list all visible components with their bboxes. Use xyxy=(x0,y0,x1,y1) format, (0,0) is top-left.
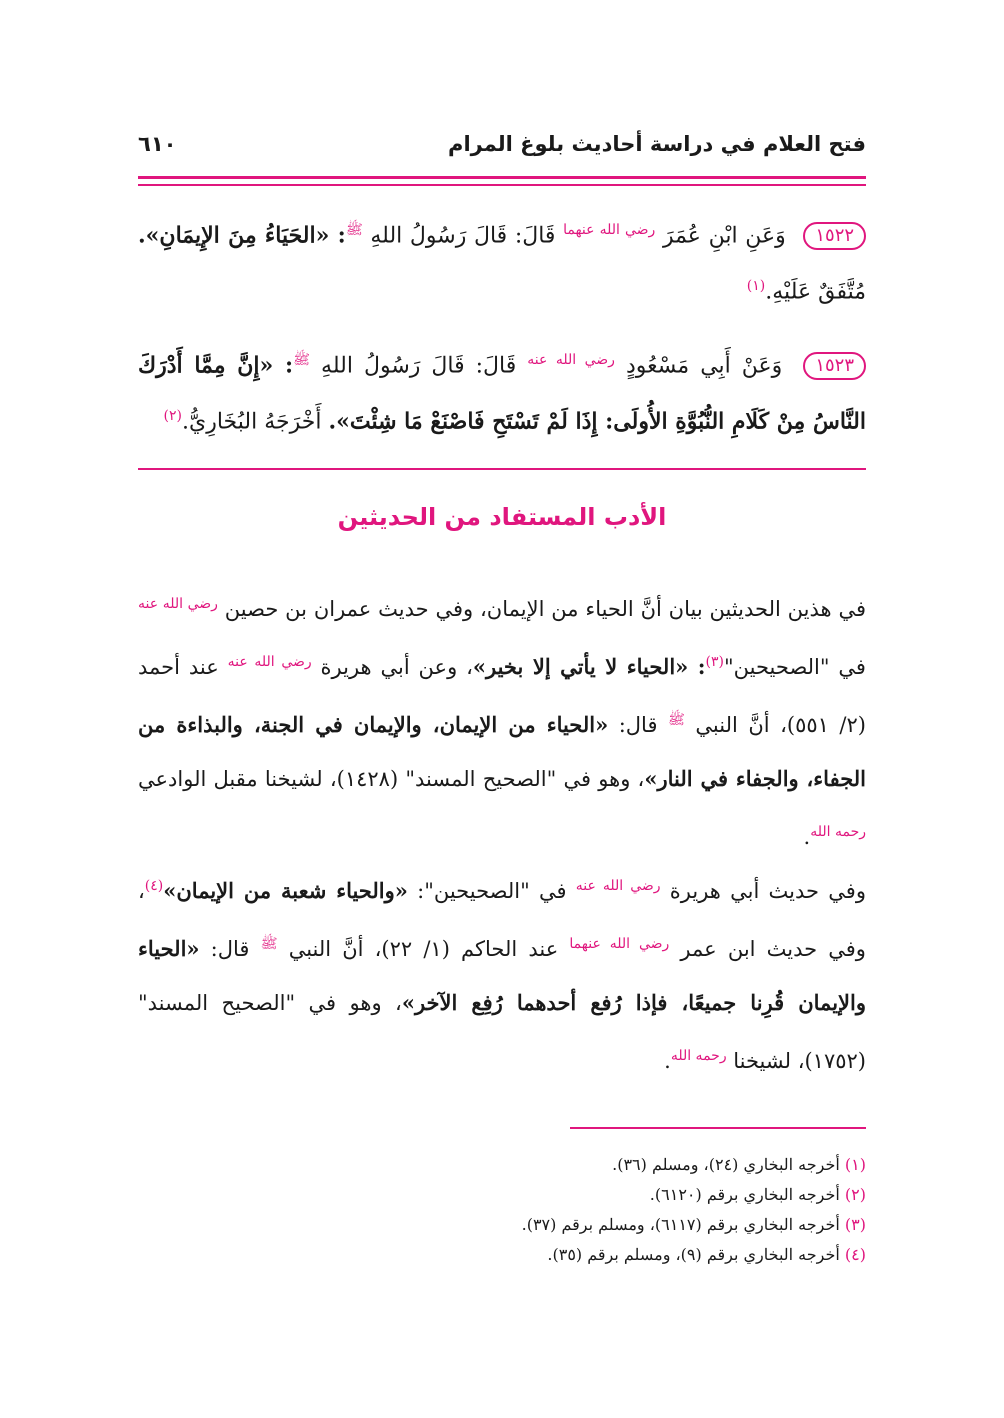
para-text: قال: xyxy=(199,937,250,961)
footnote-text: أخرجه البخاري (٢٤)، ومسلم (٣٦). xyxy=(612,1155,840,1174)
hadith-source: مُتَّفَقٌ عَلَيْهِ. xyxy=(765,279,866,305)
footnote-item xyxy=(138,1180,866,1210)
hadith-1522 xyxy=(138,205,866,318)
footnote-item xyxy=(138,1150,866,1180)
para-text: في "الصحيحين": xyxy=(407,879,567,903)
honorific: رضي الله عنه xyxy=(138,596,218,612)
honorific: رضي الله عنه xyxy=(527,352,615,368)
para-text: قال: xyxy=(608,713,658,737)
footnote-number: (٤) xyxy=(844,1245,866,1264)
footnote-ref[interactable]: (١) xyxy=(746,278,766,295)
para-text: في "الصحيحين" xyxy=(724,655,866,679)
header-rule-bottom xyxy=(138,184,866,186)
page-number: ٦١٠ xyxy=(138,132,177,156)
hadith-text: : «إِنَّ مِمَّا أَدْرَكَ النَّاسُ مِنْ كَلَامِ النُّبُوَّةِ الأُولَى: إِذَا لَمْ تَسْتَحِ فَاصْنَعْ مَا شِئْتَ». xyxy=(138,352,866,435)
footnote-ref[interactable]: (٣) xyxy=(705,654,725,670)
honorific: رضي الله عنه xyxy=(575,878,661,894)
honorific: رضي الله عنهما xyxy=(569,936,670,952)
hadith-number-badge: ١٥٢٢ xyxy=(803,222,866,250)
hadith-intro: وَعَنْ أَبِي مَسْعُودٍ xyxy=(625,353,783,379)
footnote-item xyxy=(138,1240,866,1270)
para-text: . xyxy=(664,1049,671,1073)
quoted-hadith: «والحياء شعبة من الإيمان» xyxy=(163,878,408,903)
footnote-text: أخرجه البخاري برقم (٦١١٧)، ومسلم برقم (٣٧). xyxy=(521,1215,840,1234)
hadith-mid: قَالَ: قَالَ رَسُولُ اللهِ xyxy=(321,353,517,379)
para-text: وفي حديث أبي هريرة xyxy=(669,879,866,903)
honorific: رحمه الله xyxy=(670,1048,727,1064)
para-text: عند الحاكم (١/ ٢٢)، أنَّ النبي xyxy=(288,937,559,961)
para-text: . xyxy=(803,825,811,849)
footnote-item xyxy=(138,1210,866,1240)
hadith-intro: وَعَنِ ابْنِ عُمَرَ xyxy=(662,223,786,249)
honorific: رضي الله عنه xyxy=(227,654,312,670)
hadith-1523 xyxy=(138,335,866,448)
honorific: ﷺ xyxy=(345,222,363,238)
honorific: رحمه الله xyxy=(810,824,866,840)
hadith-text: : «الحَيَاءُ مِنَ الإِيمَانِ». xyxy=(138,222,346,249)
footnotes xyxy=(138,1150,866,1270)
hadith-source: أَخْرَجَهُ البُخَارِيُّ. xyxy=(182,409,322,435)
para-text: ، وعن أبي هريرة xyxy=(320,655,473,679)
header-rule-top xyxy=(138,176,866,179)
honorific: ﷺ xyxy=(293,352,311,368)
para-text: عند أحمد (٢/ ٥٥١)، أنَّ النبي xyxy=(138,655,866,737)
paragraph-2 xyxy=(138,860,866,1088)
section-divider xyxy=(138,468,866,470)
footnote-ref[interactable]: (٢) xyxy=(163,408,182,425)
quoted-hadith: «الحياء والإيمان قُرِنا جميعًا، فإذا رُفع أحدهما رُفِع الآخر» xyxy=(138,936,866,1015)
footnote-ref[interactable]: (٤) xyxy=(144,878,164,894)
hadith-number-badge: ١٥٢٣ xyxy=(803,352,866,380)
para-text: ، وفي حديث ابن عمر xyxy=(138,879,866,961)
honorific: ﷺ xyxy=(260,936,278,952)
footnote-text: أخرجه البخاري برقم (٩)، ومسلم برقم (٣٥). xyxy=(547,1245,840,1264)
quoted-hadith: : «الحياء لا يأتي إلا بخير» xyxy=(472,654,706,679)
book-title: فتح العلام في دراسة أحاديث بلوغ المرام xyxy=(448,132,866,156)
honorific: ﷺ xyxy=(668,712,685,728)
running-header xyxy=(138,128,866,168)
para-text: في هذين الحديثين بيان أنَّ الحياء من الإيمان، وفي حديث عمران بن حصين xyxy=(224,597,866,621)
honorific: رضي الله عنهما xyxy=(563,222,656,238)
footnote-number: (٢) xyxy=(844,1185,866,1204)
footnote-separator xyxy=(570,1127,866,1129)
footnote-number: (٣) xyxy=(844,1215,866,1234)
para-text: ، وهو في "الصحيح المسند" (١٤٢٨)، لشيخنا مقبل الوادعي xyxy=(138,767,645,791)
quoted-hadith: «الحياء من الإيمان، والإيمان في الجنة، والبذاءة من الجفاء، والجفاء في النار» xyxy=(138,712,866,791)
paragraph-1 xyxy=(138,578,866,864)
section-title: الأدب المستفاد من الحديثين xyxy=(337,503,667,531)
hadith-mid: قَالَ: قَالَ رَسُولُ اللهِ xyxy=(370,223,556,249)
footnote-number: (١) xyxy=(844,1155,866,1174)
footnote-text: أخرجه البخاري برقم (٦١٢٠). xyxy=(649,1185,840,1204)
para-text: ، وهو في "الصحيح المسند" (١٧٥٢)، لشيخنا xyxy=(138,991,866,1073)
